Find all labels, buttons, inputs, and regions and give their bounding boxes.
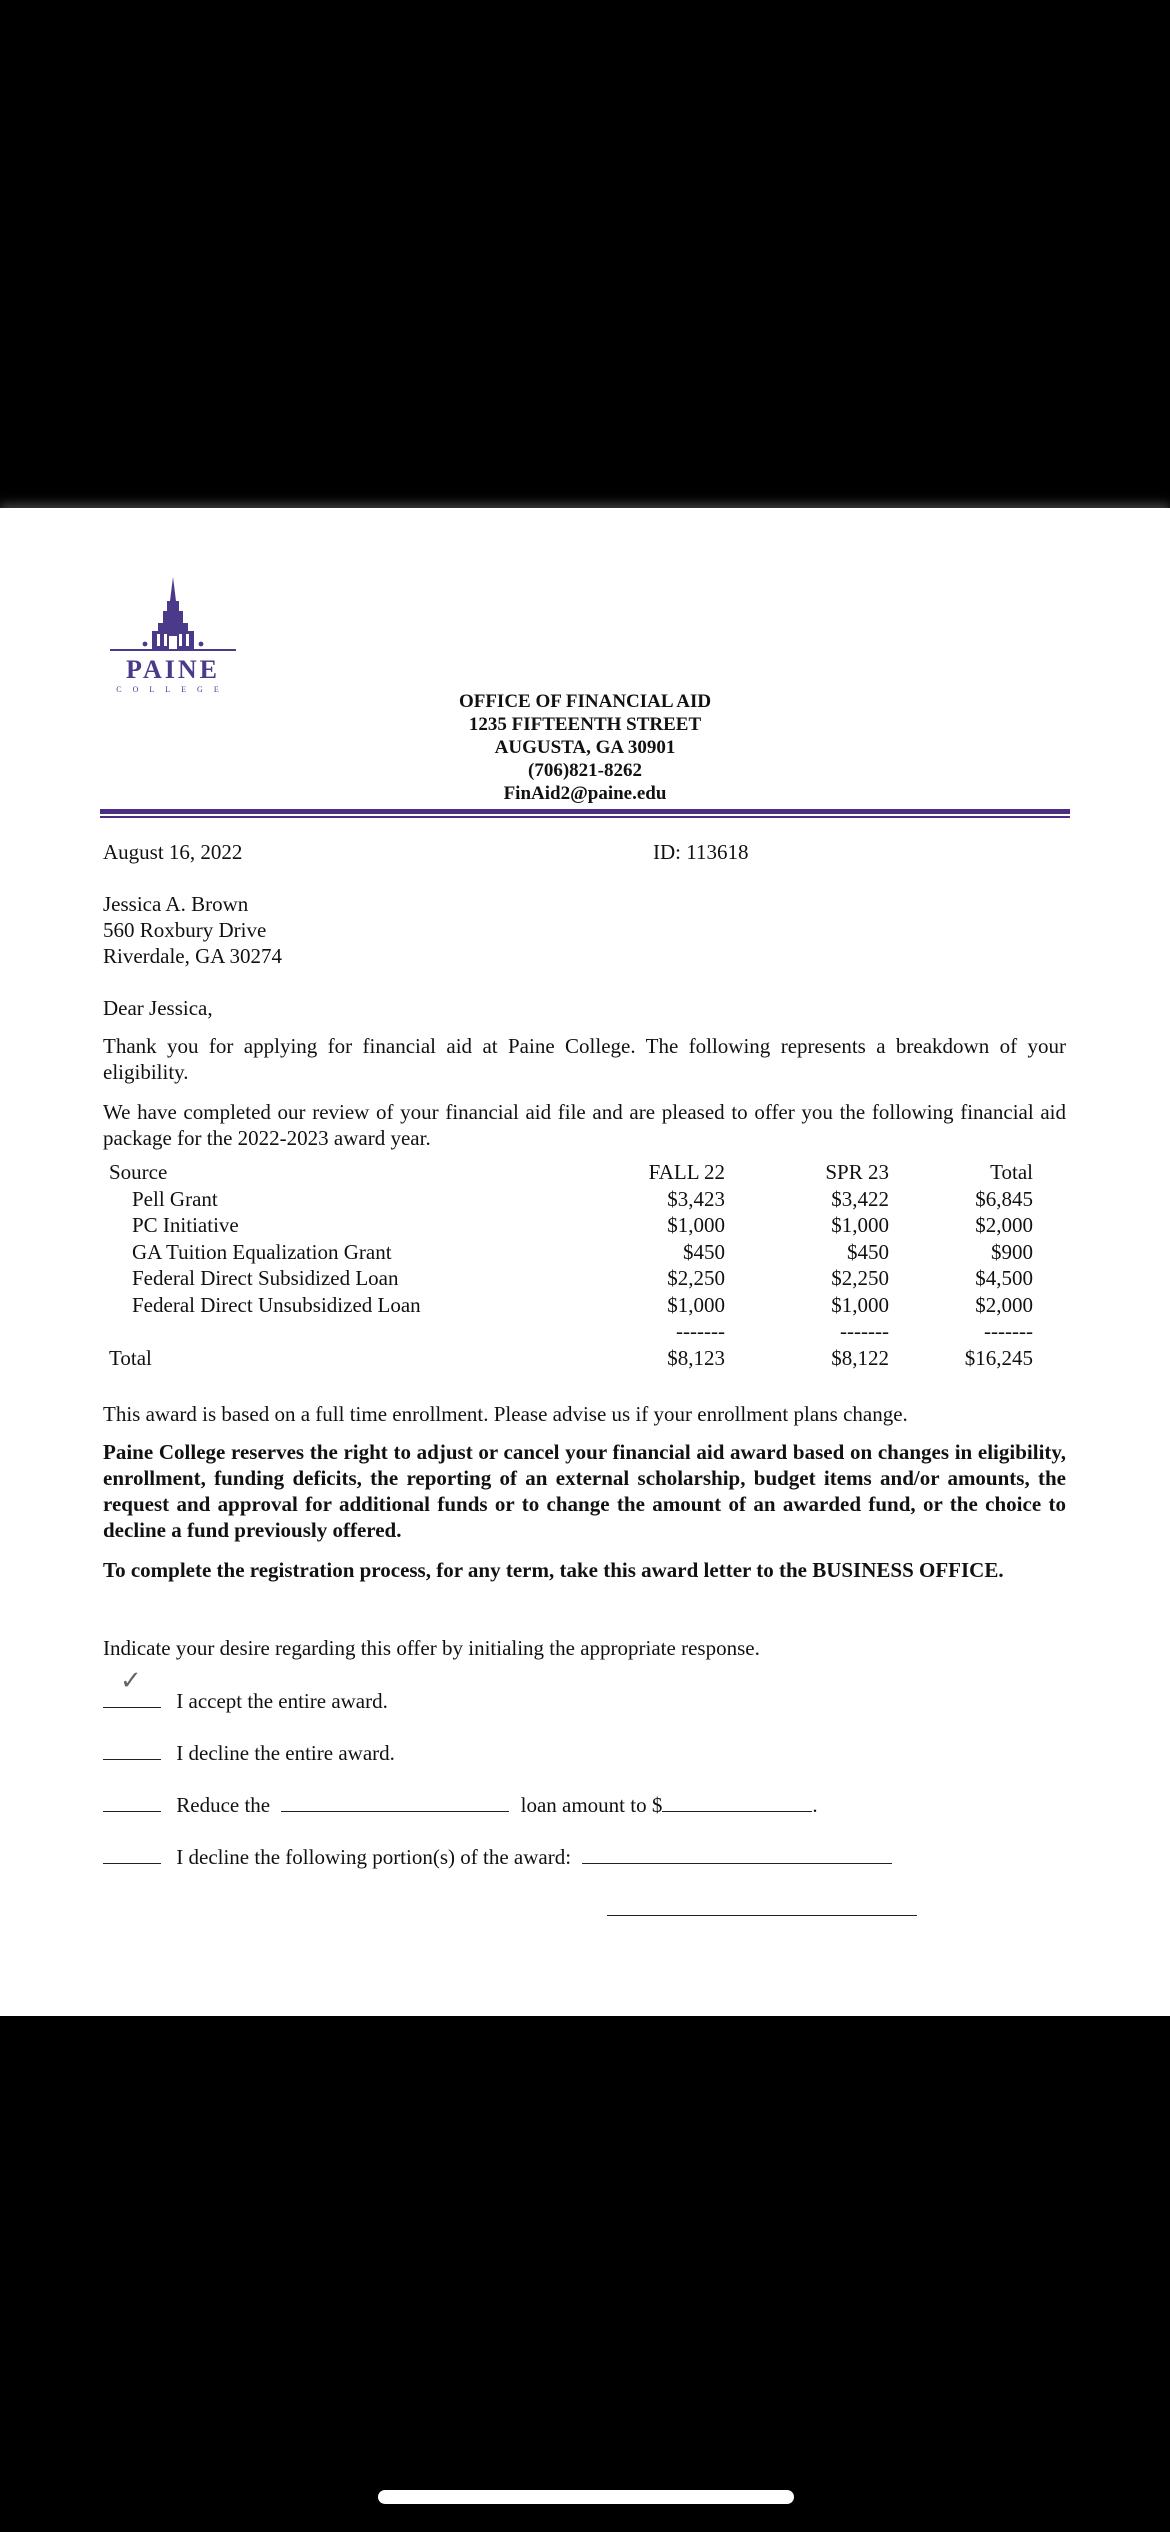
- accept-label: I accept the entire award.: [176, 1689, 388, 1713]
- decline-portion-response[interactable]: [103, 1843, 892, 1870]
- office-city: AUGUSTA, GA 30901: [494, 737, 676, 758]
- decline-portion-line-2[interactable]: [607, 1895, 917, 1922]
- decline-portion-blank-1[interactable]: [582, 1843, 892, 1864]
- loan-name-blank[interactable]: [281, 1791, 509, 1812]
- office-street: 1235 FIFTEENTH STREET: [468, 714, 702, 735]
- award-table-header: [103, 1160, 1033, 1187]
- row-total: $900: [991, 1239, 1033, 1264]
- office-address-block: [0, 690, 1170, 805]
- reduce-response[interactable]: [103, 1791, 818, 1818]
- recipient-city: Riverdale, GA 30274: [103, 944, 283, 968]
- reduce-initial-blank[interactable]: [103, 1791, 161, 1812]
- row-spring: $3,422: [831, 1186, 889, 1211]
- recipient-name: Jessica A. Brown: [103, 892, 249, 916]
- paine-college-logo: [100, 573, 250, 703]
- decline-response[interactable]: [103, 1739, 395, 1766]
- office-email: FinAid2@paine.edu: [503, 783, 667, 804]
- office-phone: (706)821-8262: [528, 760, 642, 781]
- total-row: [103, 1346, 1033, 1373]
- salutation: Dear Jessica,: [103, 996, 213, 1020]
- total-total: $16,245: [964, 1345, 1033, 1370]
- chapel-icon: [100, 573, 246, 653]
- decline-portion-blank-2[interactable]: [607, 1895, 917, 1916]
- total-fall: $8,123: [667, 1345, 725, 1370]
- row-fall: $2,250: [667, 1266, 725, 1290]
- row-fall: $450: [683, 1239, 725, 1264]
- header-spring: SPR 23: [825, 1160, 889, 1184]
- separator-fall: -------: [676, 1319, 725, 1343]
- header-fall: FALL 22: [648, 1160, 725, 1184]
- office-name: OFFICE OF FINANCIAL AID: [458, 691, 712, 712]
- row-total: $2,000: [975, 1213, 1033, 1237]
- top-black-bar: [0, 0, 1170, 508]
- award-letter-page: [0, 508, 1170, 2016]
- row-fall: $1,000: [667, 1213, 725, 1237]
- separator-total: -------: [984, 1319, 1033, 1343]
- decline-portion-initial-blank[interactable]: [103, 1843, 161, 1864]
- accept-response[interactable]: [103, 1687, 388, 1714]
- student-id: ID: 113618: [653, 840, 749, 864]
- home-indicator[interactable]: [378, 2490, 794, 2504]
- row-spring: $450: [847, 1239, 889, 1264]
- award-table: [103, 1160, 1033, 1372]
- logo-wordmark: PAINE: [126, 655, 220, 684]
- table-row: [103, 1213, 1033, 1240]
- decline-portion-label: I decline the following portion(s) of the award:: [176, 1845, 572, 1869]
- logo-subtitle: COLLEGE: [116, 685, 230, 694]
- header-rule-thin: [100, 816, 1070, 818]
- row-spring: $2,250: [831, 1266, 889, 1290]
- recipient-street: 560 Roxbury Drive: [103, 918, 267, 942]
- row-total: $4,500: [975, 1266, 1033, 1290]
- intro-paragraph: Thank you for applying for financial aid at Paine College. The following represents a breakdown of your eligibility.: [103, 1034, 1066, 1084]
- header-total: Total: [990, 1160, 1033, 1184]
- bottom-black-bar: [0, 2016, 1170, 2532]
- total-spring: $8,122: [831, 1345, 889, 1370]
- offer-paragraph: We have completed our review of your financial aid file and are pleased to offer you the following financial aid package for the 2022-2023 award year.: [103, 1100, 1066, 1150]
- separator-row: [103, 1319, 1033, 1346]
- row-fall: $1,000: [667, 1292, 725, 1317]
- loan-amount-blank[interactable]: [662, 1791, 812, 1812]
- reduce-label-middle: loan amount to $: [520, 1793, 663, 1817]
- row-source: Pell Grant: [132, 1186, 218, 1211]
- reduce-label-start: Reduce the: [176, 1793, 271, 1817]
- accept-initial-blank[interactable]: [103, 1687, 161, 1708]
- row-source: GA Tuition Equalization Grant: [132, 1239, 392, 1264]
- row-source: PC Initiative: [132, 1213, 239, 1237]
- row-spring: $1,000: [831, 1213, 889, 1237]
- decline-label: I decline the entire award.: [176, 1741, 395, 1765]
- separator-spring: -------: [840, 1319, 889, 1343]
- row-fall: $3,423: [667, 1186, 725, 1211]
- total-label: Total: [109, 1345, 152, 1370]
- instruction-paragraph: Indicate your desire regarding this offer by initialing the appropriate response.: [103, 1636, 760, 1660]
- check-mark-icon: ✓: [120, 1666, 142, 1695]
- header-source: Source: [109, 1160, 168, 1184]
- row-total: $2,000: [975, 1292, 1033, 1317]
- registration-paragraph: To complete the registration process, for any term, take this award letter to the BUSINESS OFFICE.: [103, 1558, 1004, 1582]
- letter-date: August 16, 2022: [103, 840, 243, 864]
- enrollment-note: This award is based on a full time enrollment. Please advise us if your enrollment plans change.: [103, 1402, 908, 1426]
- rights-paragraph: Paine College reserves the right to adjust or cancel your financial aid award based on changes in eligibility, enrollment, funding deficits, the reporting of an external scholarship, budget items and/or amounts, the request and approval for additional funds or to change the amount of an awarded fund, or the choice to decline a fund previously offered.: [103, 1440, 1066, 1542]
- row-source: Federal Direct Subsidized Loan: [132, 1266, 399, 1290]
- row-source: Federal Direct Unsubsidized Loan: [132, 1292, 421, 1317]
- table-row: [103, 1293, 1033, 1320]
- table-row: [103, 1266, 1033, 1293]
- table-row: [103, 1240, 1033, 1267]
- decline-initial-blank[interactable]: [103, 1739, 161, 1760]
- reduce-label-end: .: [812, 1793, 818, 1817]
- table-row: [103, 1187, 1033, 1214]
- row-spring: $1,000: [831, 1292, 889, 1317]
- header-rule-thick: [100, 809, 1070, 814]
- row-total: $6,845: [975, 1186, 1033, 1211]
